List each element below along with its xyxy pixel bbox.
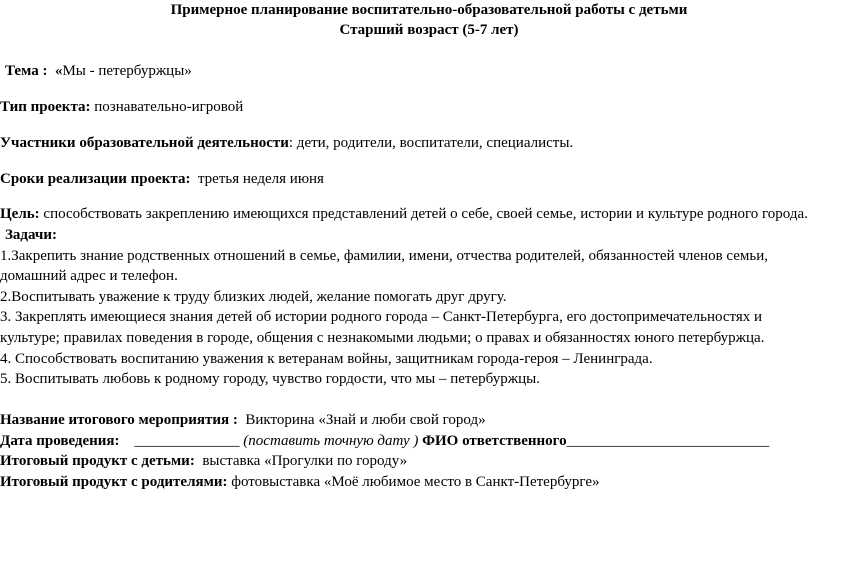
final-event-row [0, 410, 486, 430]
task-line: 1.Закрепить знание родственных отношений в семье, фамилии, имени, отчества родителей, обязанностей членов семьи, [0, 248, 769, 264]
task-line: 5. Воспитывать любовь к родному городу, чувство гордости, что мы – петербуржцы. [0, 371, 540, 387]
terms-row [0, 169, 324, 189]
final-event-value: Викторина «Знай и люби свой город» [245, 412, 486, 428]
participants-label: Участники образовательной деятельности [0, 135, 289, 151]
project-type-row [0, 97, 243, 117]
product-parents-label: Итоговый продукт с родителями: [0, 474, 228, 490]
participants-row [0, 133, 573, 153]
product-children-row [0, 451, 407, 471]
tasks-label-text: Задачи: [5, 227, 58, 243]
goal-label: Цель: [0, 206, 40, 222]
project-type-value: познавательно-игровой [94, 99, 244, 115]
task-line: 2.Воспитывать уважение к труду близких людей, желание помогать друг другу. [0, 289, 507, 305]
theme-label: Тема : [5, 63, 48, 79]
product-children-label: Итоговый продукт с детьми: [0, 453, 195, 469]
task-line: 4. Способствовать воспитанию уважения к ветеранам войны, защитникам города-героя – Ленинграда. [0, 351, 653, 367]
participants-value: : дети, родители, воспитатели, специалисты. [288, 135, 574, 151]
doc-title: Примерное планирование воспитательно-образовательной работы с детьми [170, 2, 688, 18]
goal-row [0, 204, 808, 224]
task-line: культуре; правилах поведения в городе, общения с незнакомыми людьми; о правах и обязанностях юного петербуржца. [0, 330, 765, 346]
doc-subtitle: Старший возраст (5-7 лет) [339, 22, 519, 38]
date-label: Дата проведения: [0, 433, 120, 449]
responsible-label: ФИО ответственного [422, 433, 567, 449]
final-event-label: Название итогового мероприятия : [0, 412, 238, 428]
date-hint: (поставить точную дату ) [243, 433, 419, 449]
product-parents-row [0, 472, 600, 492]
theme-quote: « [54, 63, 63, 79]
terms-value: третья неделя июня [197, 171, 324, 187]
product-children-value: выставка «Прогулки по городу» [202, 453, 408, 469]
project-type-label: Тип проекта: [0, 99, 91, 115]
tasks-label [5, 225, 57, 245]
goal-value: способствовать закреплению имеющихся представлений детей о себе, своей семье, истории и культуре родного города. [43, 206, 808, 222]
product-parents-value: фотовыставка «Моё любимое место в Санкт-Петербурге» [231, 474, 600, 490]
task-line: домашний адрес и телефон. [0, 268, 178, 284]
task-line: 3. Закреплять имеющиеся знания детей об истории родного города – Санкт-Петербурга, его достопримечательностях и [0, 309, 763, 325]
date-blank[interactable]: ______________ [134, 433, 240, 449]
theme-row [5, 61, 192, 81]
theme-value: Мы - петербуржцы» [62, 63, 192, 79]
date-row [0, 431, 769, 451]
responsible-blank[interactable]: ___________________________ [566, 433, 770, 449]
terms-label: Сроки реализации проекта: [0, 171, 191, 187]
